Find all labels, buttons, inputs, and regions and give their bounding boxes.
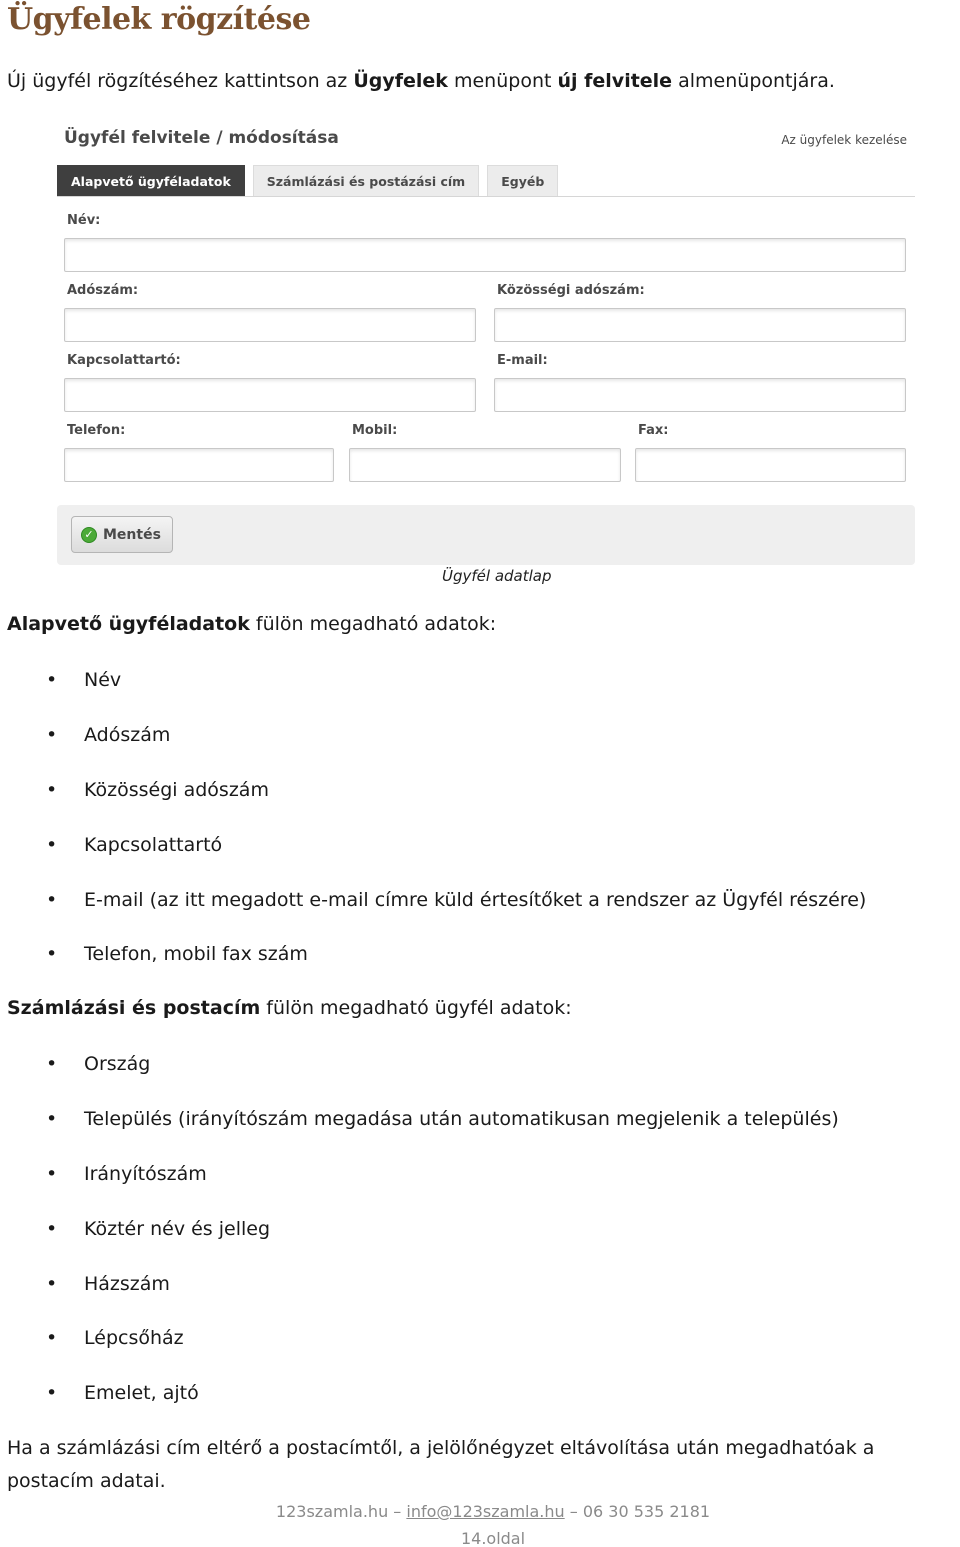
email-field[interactable]: [494, 378, 906, 412]
tax-number-label: Adószám:: [67, 283, 139, 298]
intro-bold-menu: Ügyfelek: [353, 70, 448, 92]
section2-heading: [7, 997, 572, 1019]
section2-heading-bold: Számlázási és postacím: [7, 997, 261, 1019]
list-item-text: Kapcsolattartó: [84, 833, 223, 856]
list-item: [0, 779, 866, 834]
list-item: [0, 943, 866, 998]
form-title: Ügyfél felvitele / módosítása: [64, 128, 339, 148]
list-item-text: Közösségi adószám: [84, 778, 269, 801]
figure-caption: Ügyfél adatlap: [442, 567, 552, 585]
section1-heading: [7, 613, 496, 635]
eu-tax-number-label: Közösségi adószám:: [497, 283, 645, 298]
list-item-text: Név: [84, 669, 122, 691]
tax-number-field[interactable]: [64, 308, 476, 342]
section1-list: [0, 669, 866, 998]
list-item: [0, 1218, 839, 1273]
phone-field[interactable]: [64, 448, 334, 482]
list-item-text: Házszám: [84, 1272, 170, 1295]
tab-billing-address[interactable]: Számlázási és postázási cím: [253, 165, 479, 196]
mobile-field[interactable]: [349, 448, 621, 482]
section1-heading-text: fülön megadható adatok:: [249, 613, 497, 635]
list-item-text: E-mail (az itt megadott e-mail címre küld értesítőket a rendszer az Ügyfél részére): [84, 888, 867, 911]
form-tabs: [57, 165, 558, 196]
list-item-text: Telefon, mobil fax szám: [84, 943, 308, 966]
intro-text: Új ügyfél rögzítéséhez kattintson az: [7, 70, 354, 92]
bullet-icon: •: [46, 1217, 58, 1240]
tab-divider: [57, 196, 915, 197]
bullet-icon: •: [46, 1107, 58, 1130]
intro-text: menüpont: [447, 70, 558, 92]
save-bar: [57, 505, 915, 565]
page-footer: [0, 1498, 960, 1547]
closing-paragraph: Ha a számlázási cím eltérő a postacímtől, a jelölőnégyzet eltávolítása után megadhatóak a postacím adatai.: [7, 1437, 875, 1492]
list-item: [0, 1273, 839, 1328]
footer-email-link[interactable]: info@123szamla.hu: [406, 1502, 565, 1521]
bullet-icon: •: [46, 778, 58, 801]
eu-tax-number-field[interactable]: [494, 308, 906, 342]
list-item: [0, 669, 866, 724]
footer-separator: –: [388, 1502, 407, 1521]
save-button-label: Mentés: [103, 526, 161, 543]
section2-list: [0, 1053, 839, 1437]
phone-label: Telefon:: [67, 423, 126, 438]
bullet-icon: •: [46, 1272, 58, 1295]
bullet-icon: •: [46, 888, 58, 911]
bullet-icon: •: [46, 1382, 58, 1405]
list-item: [0, 724, 866, 779]
manage-customers-link[interactable]: Az ügyfelek kezelése: [781, 133, 907, 147]
email-label: E-mail:: [497, 353, 548, 368]
list-item: [0, 889, 866, 944]
contact-field[interactable]: [64, 378, 476, 412]
list-item-text: Emelet, ajtó: [84, 1382, 199, 1405]
customer-form-screenshot: [50, 120, 915, 566]
list-item-text: Adószám: [84, 723, 171, 746]
checkmark-icon: ✓: [81, 527, 97, 543]
intro-text: almenüpontjára.: [672, 70, 835, 92]
footer-site: 123szamla.hu: [275, 1502, 389, 1521]
fax-label: Fax:: [638, 423, 669, 438]
bullet-icon: •: [46, 723, 58, 746]
intro-paragraph: [7, 70, 835, 92]
fax-field[interactable]: [635, 448, 906, 482]
tab-basic-data[interactable]: Alapvető ügyféladatok: [57, 165, 245, 196]
page-number: 14.oldal: [460, 1529, 526, 1547]
footer-contact-line: [26, 1498, 960, 1525]
bullet-icon: •: [46, 1053, 58, 1075]
list-item-text: Köztér név és jelleg: [84, 1217, 271, 1240]
bullet-icon: •: [46, 1327, 58, 1350]
list-item-text: Ország: [84, 1053, 151, 1075]
list-item: [0, 1163, 839, 1218]
footer-phone: 06 30 535 2181: [582, 1502, 711, 1521]
list-item: [0, 834, 866, 889]
list-item: [0, 1382, 839, 1437]
contact-label: Kapcsolattartó:: [67, 353, 181, 368]
list-item-text: Település (irányítószám megadása után automatikusan megjelenik a település): [84, 1107, 839, 1130]
section1-heading-bold: Alapvető ügyféladatok: [7, 613, 250, 635]
bullet-icon: •: [46, 943, 58, 966]
footer-separator: –: [564, 1502, 583, 1521]
name-field[interactable]: [64, 238, 906, 272]
save-button[interactable]: [71, 516, 173, 553]
intro-bold-submenu: új felvitele: [557, 70, 673, 92]
list-item: [0, 1053, 839, 1108]
tab-other[interactable]: Egyéb: [487, 165, 558, 196]
bullet-icon: •: [46, 1162, 58, 1185]
bullet-icon: •: [46, 833, 58, 856]
section2-heading-text: fülön megadható ügyfél adatok:: [260, 997, 572, 1019]
list-item: [0, 1327, 839, 1382]
list-item-text: Lépcsőház: [84, 1327, 184, 1350]
list-item-text: Irányítószám: [84, 1162, 207, 1185]
page-title: Ügyfelek rögzítése: [7, 2, 311, 37]
list-item: [0, 1108, 839, 1163]
name-label: Név:: [67, 213, 101, 228]
mobile-label: Mobil:: [352, 423, 398, 438]
bullet-icon: •: [46, 669, 58, 691]
